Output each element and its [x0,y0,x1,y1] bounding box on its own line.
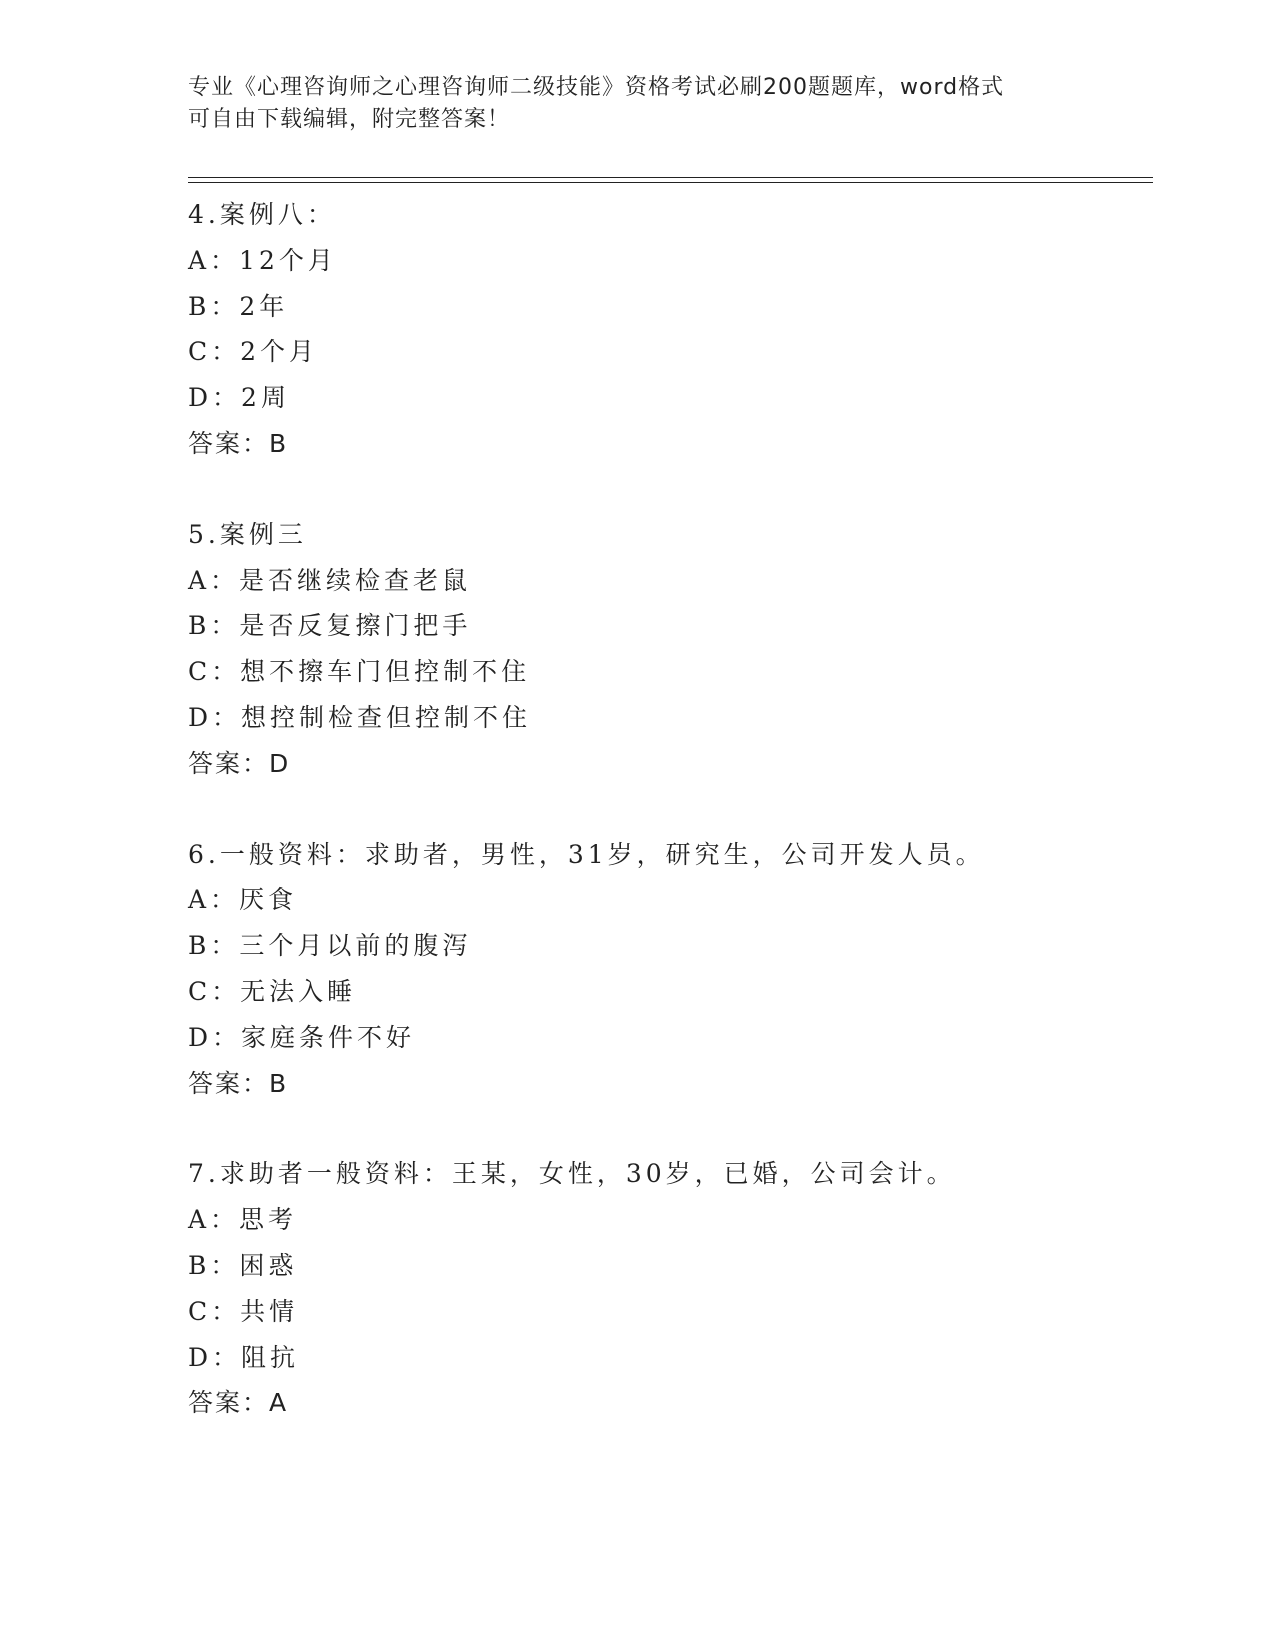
question-title: 7.求助者一般资料：王某，女性，30岁，已婚，公司会计。 [188,1159,956,1189]
question-title: 4.案例八： [188,200,336,229]
option-a: A：12个月 [188,245,337,275]
document-header [188,72,1088,136]
option-c: C：无法入睡 [188,976,357,1006]
header-line-2: 可自由下载编辑，附完整答案！ [188,107,511,132]
option-a: A：是否继续检查老鼠 [188,565,472,595]
question-4 [188,192,1148,467]
question-list [188,192,1148,1426]
header-divider-bottom [188,182,1153,183]
option-b: B：困惑 [188,1250,298,1280]
option-b: B：2年 [188,291,289,321]
option-c: C：共情 [188,1296,299,1326]
option-d: D：想控制检查但控制不住 [188,702,532,732]
header-divider-top [188,177,1153,178]
option-a: A：思考 [188,1205,298,1235]
option-c: C：2个月 [188,337,319,367]
option-b: B：三个月以前的腹泻 [188,931,472,961]
option-b: B：是否反复擦门把手 [188,611,472,641]
option-c: C：想不擦车门但控制不住 [188,657,531,687]
answer-line: 答案：A [188,1388,289,1418]
option-a: A：厌食 [188,885,298,915]
answer-line: 答案：B [188,1068,289,1098]
question-7 [188,1151,1148,1426]
question-title: 6.一般资料：求助者，男性，31岁，研究生，公司开发人员。 [188,839,985,869]
option-d: D：家庭条件不好 [188,1022,416,1052]
answer-line: 答案：B [188,428,289,458]
question-6 [188,832,1148,1107]
answer-line: 答案：D [188,748,291,778]
header-line-1: 专业《心理咨询师之心理咨询师二级技能》资格考试必刷200题题库，word格式 [188,75,1005,100]
question-5 [188,512,1148,787]
option-d: D：阻抗 [188,1342,300,1372]
option-d: D：2周 [188,383,290,413]
question-title: 5.案例三 [188,519,307,549]
